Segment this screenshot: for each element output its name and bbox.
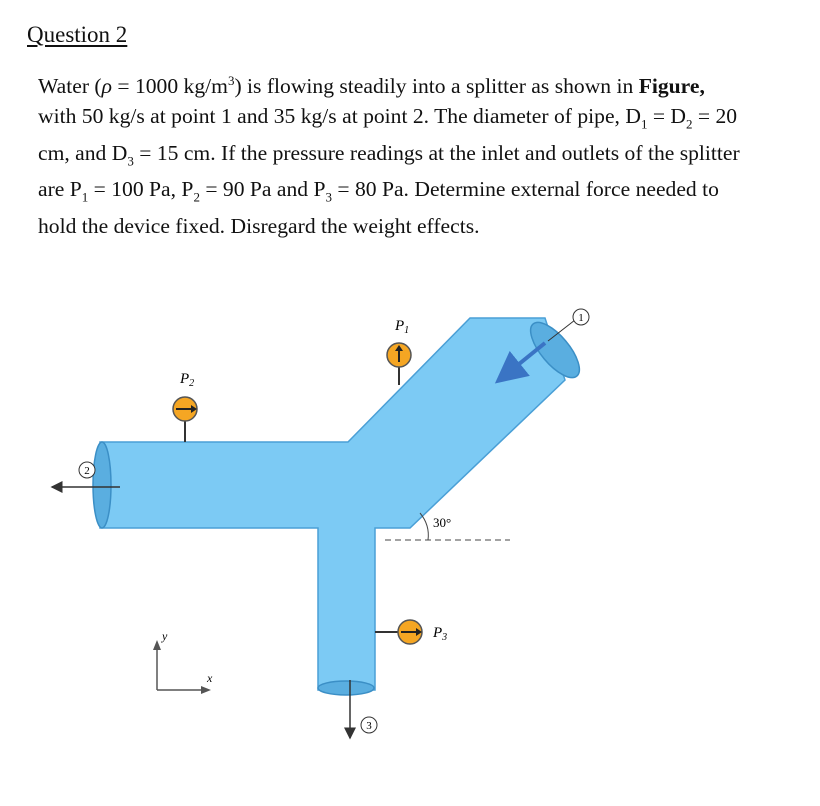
axis-x-label: x — [207, 671, 213, 685]
angle-label: 30° — [433, 515, 452, 530]
pressure-gauge-p3 — [375, 620, 422, 644]
problem-line-2: with 50 kg/s at point 1 and 35 kg/s at point 2. The diameter of pipe, $D_1 = D_2 = 20$ — [38, 103, 738, 131]
point-1-label: 1 — [578, 312, 584, 324]
outlet-3-opening — [318, 681, 374, 695]
pressure-gauge-p1 — [387, 343, 411, 385]
problem-statement — [38, 66, 798, 242]
point-3-label: 3 — [366, 720, 372, 732]
p2-label: $P_2$ — [180, 371, 195, 389]
splitter-figure — [0, 260, 820, 806]
outlet-2-opening — [93, 442, 111, 528]
coordinate-axes — [153, 640, 211, 694]
question-heading: Question 2 — [27, 22, 128, 47]
problem-line-5: hold the device fixed. Disregard the weight effects. — [38, 214, 480, 239]
p3-label: $P_3$ — [433, 625, 448, 643]
point-2-label: 2 — [84, 465, 90, 477]
problem-line-4: are $P_1 = 100$ Pa, $P_2 = 90$ Pa and $P_3 = 80$ Pa. Determine external force needed to — [38, 177, 719, 205]
axis-y-label: y — [162, 629, 168, 643]
pressure-gauge-p2 — [173, 397, 197, 442]
p1-label: $P_1$ — [395, 318, 410, 336]
problem-line-1: Water (ρ = 1000 $kg/m^3$) is flowing steadily into a splitter as shown in Figure, — [38, 73, 705, 99]
splitter-pipe — [100, 318, 565, 690]
problem-line-3: cm, and $D_3 = 15$ cm. If the pressure readings at the inlet and outlets of the splitter — [38, 140, 740, 168]
